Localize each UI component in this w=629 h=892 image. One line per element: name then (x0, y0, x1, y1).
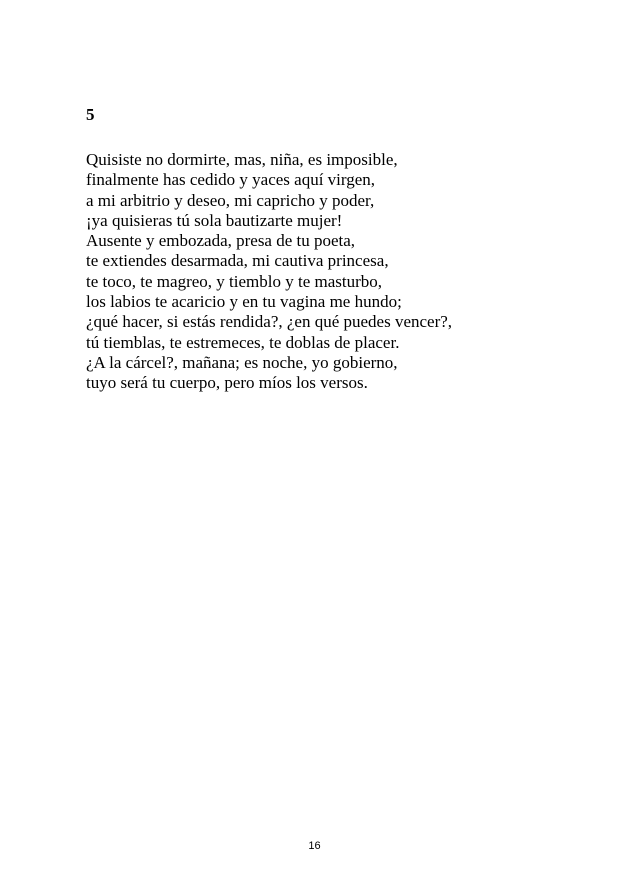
poem-number: 5 (86, 105, 95, 124)
poem-line: tuyo será tu cuerpo, pero míos los versos. (86, 373, 368, 393)
poem-line: ¿qué hacer, si estás rendida?, ¿en qué puedes vencer?, (86, 312, 453, 332)
poem-line: Quisiste no dormirte, mas, niña, es imposible, (86, 150, 398, 169)
poem-line: te toco, te magreo, y tiemblo y te masturbo, (86, 271, 383, 291)
poem-line: Ausente y embozada, presa de tu poeta, (86, 231, 356, 251)
poem-line: tú tiemblas, te estremeces, te doblas de placer. (86, 332, 400, 352)
poem-body (86, 150, 452, 394)
page-number: 16 (308, 840, 321, 852)
poem-line: los labios te acaricio y en tu vagina me hundo; (86, 292, 402, 312)
poem-line: finalmente has cedido y yaces aquí virgen, (86, 170, 376, 190)
poem-line: ¿A la cárcel?, mañana; es noche, yo gobierno, (86, 352, 398, 372)
poem-line: te extiendes desarmada, mi cautiva princesa, (86, 251, 389, 271)
poem-line: a mi arbitrio y deseo, mi capricho y poder, (86, 190, 375, 210)
poem-line: ¡ya quisieras tú sola bautizarte mujer! (86, 210, 343, 230)
